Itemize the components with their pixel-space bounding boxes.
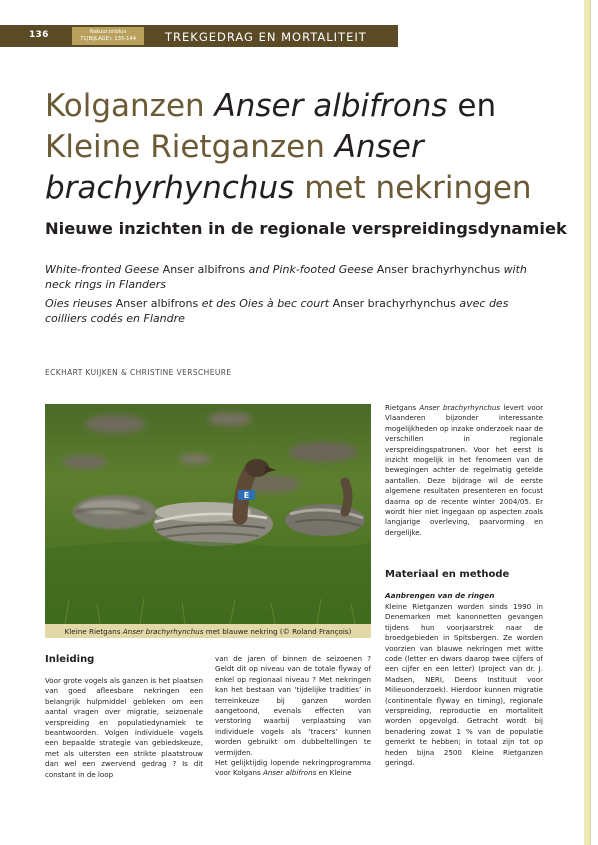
- subheading-rings: Aanbrengen van de ringen: [385, 591, 495, 600]
- title-text: White-fronted Geese: [45, 263, 160, 276]
- french-title: [45, 296, 545, 326]
- section-heading-methods: Materiaal en methode: [385, 569, 510, 580]
- journal-issue: 71(BIJLAGE): 135-144: [79, 36, 137, 42]
- caption-text: Kleine Rietgans: [64, 627, 123, 636]
- page-edge-line: [590, 0, 591, 845]
- caption-text: met blauwe nekring (© Roland François): [203, 627, 352, 636]
- title-text: and Pink-footed Geese: [248, 263, 374, 276]
- section-heading-inleiding: Inleiding: [45, 654, 95, 665]
- introduction-continued: [385, 403, 543, 538]
- title-species-name: Anser: [334, 129, 424, 165]
- title-part: Kolganzen: [45, 88, 215, 124]
- journal-badge: [72, 27, 144, 45]
- journal-name: Natuur.oriolus: [89, 29, 127, 35]
- inleiding-paragraph-2: Het gelijktijdig lopende nekringprogramma voor Kolgans: [215, 758, 371, 778]
- species-name: Anser brachyrhynchus: [373, 263, 504, 276]
- authors: ECKHART KUIJKEN & CHRISTINE VERSCHEURE: [45, 368, 232, 377]
- title-species-name: brachyrhynchus: [45, 170, 295, 206]
- section-title: TREKGEDRAG EN MORTALITEIT: [165, 30, 367, 44]
- title-part: Kleine Rietganzen: [45, 129, 335, 165]
- title-text: with neck rings in Flanders: [45, 263, 527, 291]
- species-name: Anser brachyrhynchus: [329, 297, 460, 310]
- intro-text: levert voor Vlaanderen bijzonder interessante mogelijkheden op inzake onderzoek naar de verschillen in regionale verspreidingspatronen. Voor het eerst is inzicht mogelijk in het fenomeen van de bewegingen achter de regelmatig getelde aantallen. Deze bijdrage wil de eerste algemene resultaten presenteren en focust daarna op de recente winter 2004/05. Er wordt hier niet ingegaan op aspecten zoals langjarige overleving, paarvorming en dergelijke.: [385, 403, 544, 537]
- neck-ring-code: E: [243, 491, 250, 500]
- species-name: Anser brachyrhynchus: [419, 403, 501, 412]
- photo-caption: [45, 627, 371, 636]
- intro-text: Rietgans: [385, 403, 420, 412]
- title-text: et des Oies à bec court: [201, 297, 330, 310]
- species-name: Anser albifrons: [159, 263, 249, 276]
- title-text: avec des coilliers codés en Flandre: [45, 297, 509, 325]
- page-number: 136: [29, 30, 49, 40]
- methods-body: Kleine Rietganzen worden sinds 1990 in Denemarken met kanonnetten gevangen tijdens hun voorjaarstrek naar de broedgebieden in Spitsbergen. Ze worden voorzien van blauwe nekringen met witte code (letter en dwars daarop twee cijfers of een cijfer en een letter) (project van dr. J. Madsen, NERI, Deens Instituut voor Milieuonderzoek). Hierdoor kunnen migratie (continentale flyway en timing), regionale verspreiding, reproductie en mortaliteit worden opgevolgd. Getracht wordt bij benadering zowat 1 % van de populatie gemerkt te hebben; in totaal zijn tot op heden bijna 2500 Kleine Rietganzen geringd.: [385, 602, 543, 768]
- species-name: Anser albifrons: [112, 297, 202, 310]
- article-subtitle: Nieuwe inzichten in de regionale verspreidingsdynamiek: [45, 219, 567, 238]
- species-name: Anser albifrons: [262, 768, 317, 778]
- title-part: en: [447, 88, 497, 124]
- inleiding-column-2: [215, 654, 371, 779]
- left-goose: [73, 495, 157, 529]
- title-species-name: Anser albifrons: [214, 88, 448, 124]
- goose-photo: [45, 404, 371, 624]
- goose-illustration: [45, 404, 371, 624]
- caption-species: Anser brachyrhynchus: [122, 627, 204, 636]
- title-text: Oies rieuses: [45, 297, 113, 310]
- article-title: [45, 86, 565, 209]
- inleiding-paragraph-2-end: en Kleine: [316, 768, 352, 778]
- inleiding-column-1: Voor grote vogels als ganzen is het plaatsen van goed afleesbare nekringen een belangrijk hulpmiddel gebleken om een aantal vragen over migratie, seizoenale verspreiding en populatiedynamiek te beantwoorden. Volgen individuele vogels een bepaalde strategie van gebiedskeuze, met als uitersten een strikte plaatstrouw dan wel een zwervend gedrag ? Is dit constant in de loop: [45, 676, 203, 779]
- title-part: met nekringen: [294, 170, 532, 206]
- english-title: [45, 262, 545, 292]
- inleiding-paragraph-1: van de jaren of binnen de seizoenen ? Geldt dit op niveau van de totale flyway of enkel op regionaal niveau ? Met nekringen kan het bestaan van ‘tijdelijke tradities’ in terreinkeuze bij ganzen worden aangetoond, evenals effecten van verstoring waarbij verplaatsing van individuele vogels als ‘tracers’ kunnen worden gebruikt om dubbeltellingen te vermijden.: [215, 654, 371, 757]
